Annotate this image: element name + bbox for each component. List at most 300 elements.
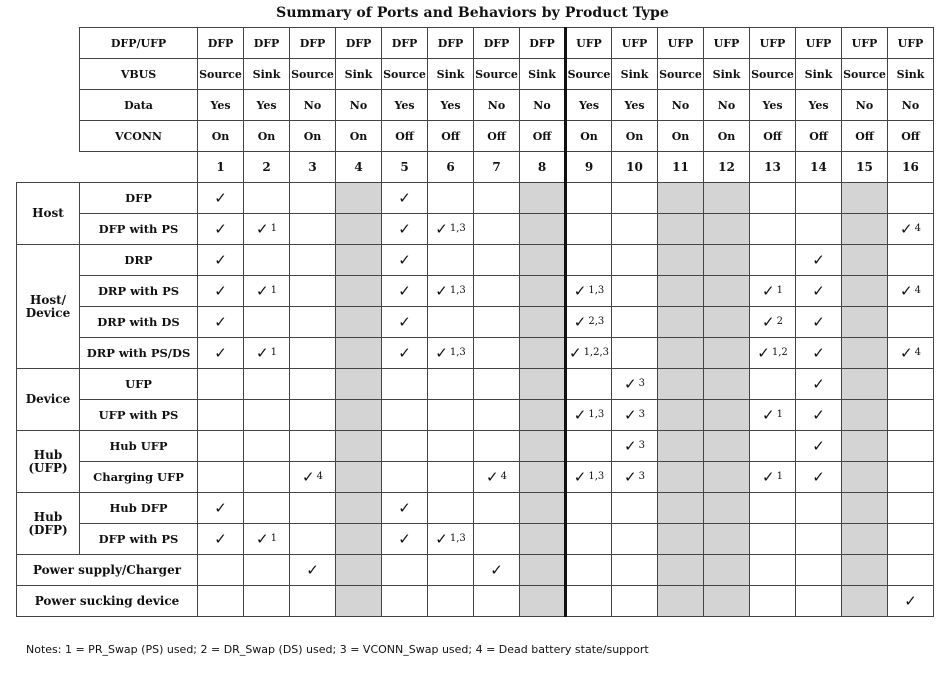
- footnote-ref: 1: [270, 533, 277, 544]
- table-cell: [566, 307, 612, 338]
- check-mark-icon: ✓: [812, 281, 825, 300]
- header-value: DFP: [382, 28, 428, 59]
- footnote-ref: 4: [914, 223, 921, 234]
- table-cell: [612, 462, 658, 493]
- table-cell: [198, 307, 244, 338]
- table-cell: [520, 307, 566, 338]
- table-cell: [290, 462, 336, 493]
- table-cell: [336, 400, 382, 431]
- footnote-ref: 3: [638, 378, 645, 389]
- table-cell: [428, 431, 474, 462]
- table-cell: [474, 183, 520, 214]
- table-cell: [612, 431, 658, 462]
- table-cell: [520, 245, 566, 276]
- table-cell: [750, 276, 796, 307]
- row-label: UFP with PS: [80, 400, 198, 431]
- row-label: DRP: [80, 245, 198, 276]
- table-cell: [336, 555, 382, 586]
- table-cell: [888, 276, 934, 307]
- table-cell: [520, 400, 566, 431]
- check-mark-icon: ✓: [573, 313, 587, 331]
- table-cell: [428, 214, 474, 245]
- table-cell: [520, 183, 566, 214]
- check-mark-icon: ✓: [812, 405, 825, 424]
- table-cell: [704, 493, 750, 524]
- table-cell: [704, 338, 750, 369]
- table-cell: [474, 586, 520, 617]
- table-cell: [336, 183, 382, 214]
- check-mark-icon: ✓: [256, 530, 269, 548]
- table-cell: [520, 276, 566, 307]
- table-cell: [842, 369, 888, 400]
- check-mark-icon: ✓: [302, 468, 315, 486]
- check-mark-icon: ✓: [398, 250, 411, 269]
- table-cell: [244, 524, 290, 555]
- check-mark-icon: ✓: [812, 467, 825, 486]
- table-cell: [796, 307, 842, 338]
- table-cell: [474, 524, 520, 555]
- table-cell: [474, 431, 520, 462]
- table-cell: [566, 555, 612, 586]
- check-mark-icon: ✓: [435, 344, 448, 362]
- check-mark-icon: ✓: [398, 498, 411, 517]
- table-cell: [244, 245, 290, 276]
- table-cell: [474, 555, 520, 586]
- header-value: DFP: [428, 28, 474, 59]
- column-number: 12: [704, 152, 750, 183]
- header-value: UFP: [842, 28, 888, 59]
- table-cell: [198, 338, 244, 369]
- row-category: Device: [17, 369, 80, 431]
- footnote-ref: 1: [270, 285, 277, 296]
- header-label: VCONN: [80, 121, 198, 152]
- table-cell: [382, 183, 428, 214]
- table-cell: [428, 307, 474, 338]
- table-cell: [198, 586, 244, 617]
- table-cell: [244, 214, 290, 245]
- header-value: On: [336, 121, 382, 152]
- check-mark-icon: ✓: [904, 591, 917, 610]
- table-cell: [336, 586, 382, 617]
- table-cell: [520, 586, 566, 617]
- table-cell: [704, 462, 750, 493]
- table-row: [17, 276, 934, 307]
- table-row: [17, 524, 934, 555]
- table-cell: [336, 369, 382, 400]
- table-cell: [244, 462, 290, 493]
- table-cell: [704, 369, 750, 400]
- table-cell: [658, 245, 704, 276]
- check-mark-icon: ✓: [762, 468, 775, 486]
- table-cell: [704, 214, 750, 245]
- table-cell: [290, 586, 336, 617]
- row-label: Hub DFP: [80, 493, 198, 524]
- check-mark-icon: ✓: [490, 560, 503, 579]
- table-cell: [244, 307, 290, 338]
- table-cell: [382, 276, 428, 307]
- table-cell: [566, 524, 612, 555]
- table-row: [17, 431, 934, 462]
- blank-cell: [17, 90, 80, 121]
- column-number: 5: [382, 152, 428, 183]
- table-row: [17, 183, 934, 214]
- check-mark-icon: ✓: [812, 250, 825, 269]
- table-cell: [612, 183, 658, 214]
- table-cell: [658, 555, 704, 586]
- table-cell: [474, 400, 520, 431]
- check-mark-icon: ✓: [214, 498, 227, 517]
- blank-cell: [80, 152, 198, 183]
- row-category: Host/ Device: [17, 245, 80, 369]
- table-cell: [244, 555, 290, 586]
- header-value: Off: [888, 121, 934, 152]
- footnote-ref: 4: [500, 471, 507, 482]
- header-value: Off: [796, 121, 842, 152]
- header-value: Off: [474, 121, 520, 152]
- table-cell: [382, 462, 428, 493]
- table-cell: [198, 369, 244, 400]
- table-cell: [658, 462, 704, 493]
- header-value: UFP: [888, 28, 934, 59]
- table-cell: [612, 245, 658, 276]
- table-cell: [658, 214, 704, 245]
- header-value: UFP: [704, 28, 750, 59]
- check-mark-icon: ✓: [624, 375, 637, 393]
- table-cell: [520, 493, 566, 524]
- table-cell: [428, 276, 474, 307]
- header-value: No: [658, 90, 704, 121]
- table-cell: [566, 183, 612, 214]
- table-cell: [474, 276, 520, 307]
- check-mark-icon: ✓: [900, 282, 913, 300]
- table-cell: [336, 214, 382, 245]
- column-number: 7: [474, 152, 520, 183]
- table-cell: [566, 586, 612, 617]
- table-row: [17, 338, 934, 369]
- header-value: Yes: [566, 90, 612, 121]
- table-cell: [796, 245, 842, 276]
- footnote-ref: 1,3: [588, 471, 605, 482]
- header-value: DFP: [198, 28, 244, 59]
- table-cell: [198, 493, 244, 524]
- footnote-ref: 1,2: [771, 347, 788, 358]
- footnote-ref: 1,3: [449, 533, 466, 544]
- table-cell: [474, 369, 520, 400]
- footnote-ref: 2: [776, 316, 783, 327]
- check-mark-icon: ✓: [398, 343, 411, 362]
- table-cell: [290, 400, 336, 431]
- column-number: 10: [612, 152, 658, 183]
- table-cell: [566, 276, 612, 307]
- table-cell: [888, 431, 934, 462]
- check-mark-icon: ✓: [435, 220, 448, 238]
- column-number: 9: [566, 152, 612, 183]
- table-cell: [428, 400, 474, 431]
- table-cell: [842, 400, 888, 431]
- table-cell: [750, 555, 796, 586]
- check-mark-icon: ✓: [573, 468, 587, 486]
- row-label: DFP with PS: [80, 524, 198, 555]
- table-cell: [796, 183, 842, 214]
- table-cell: [658, 276, 704, 307]
- table-cell: [750, 245, 796, 276]
- table-cell: [612, 307, 658, 338]
- table-cell: [750, 400, 796, 431]
- header-value: No: [704, 90, 750, 121]
- table-cell: [750, 338, 796, 369]
- footnote-ref: 2,3: [588, 316, 605, 327]
- summary-table: [16, 27, 934, 617]
- table-cell: [842, 214, 888, 245]
- row-category: Hub (DFP): [17, 493, 80, 555]
- table-cell: [566, 214, 612, 245]
- table-row: [17, 245, 934, 276]
- table-cell: [290, 338, 336, 369]
- header-value: On: [198, 121, 244, 152]
- table-cell: [658, 524, 704, 555]
- table-cell: [796, 214, 842, 245]
- table-cell: [658, 338, 704, 369]
- table-cell: [612, 493, 658, 524]
- header-label: DFP/UFP: [80, 28, 198, 59]
- blank-cell: [17, 59, 80, 90]
- table-cell: [888, 524, 934, 555]
- header-value: UFP: [796, 28, 842, 59]
- check-mark-icon: ✓: [624, 437, 637, 455]
- table-cell: [520, 214, 566, 245]
- table-cell: [474, 245, 520, 276]
- check-mark-icon: ✓: [214, 250, 227, 269]
- table-cell: [198, 183, 244, 214]
- footnote-ref: 1,3: [588, 409, 605, 420]
- footnote-ref: 1,3: [588, 285, 605, 296]
- column-number: 14: [796, 152, 842, 183]
- header-label: VBUS: [80, 59, 198, 90]
- table-cell: [612, 400, 658, 431]
- table-row: [17, 214, 934, 245]
- table-cell: [520, 524, 566, 555]
- table-cell: [658, 586, 704, 617]
- table-cell: [336, 245, 382, 276]
- check-mark-icon: ✓: [214, 219, 227, 238]
- header-value: Sink: [704, 59, 750, 90]
- header-value: On: [244, 121, 290, 152]
- table-cell: [336, 338, 382, 369]
- header-value: No: [842, 90, 888, 121]
- column-number: 2: [244, 152, 290, 183]
- table-row: [17, 493, 934, 524]
- table-cell: [612, 369, 658, 400]
- header-value: Sink: [796, 59, 842, 90]
- row-category: Power supply/Charger: [17, 555, 198, 586]
- header-value: Sink: [428, 59, 474, 90]
- blank-cell: [17, 121, 80, 152]
- table-cell: [750, 307, 796, 338]
- table-cell: [520, 369, 566, 400]
- header-value: Source: [290, 59, 336, 90]
- table-row: [17, 462, 934, 493]
- table-cell: [796, 524, 842, 555]
- row-category: Power sucking device: [17, 586, 198, 617]
- column-number: 8: [520, 152, 566, 183]
- table-cell: [842, 524, 888, 555]
- table-cell: [796, 369, 842, 400]
- table-cell: [842, 555, 888, 586]
- table-cell: [290, 431, 336, 462]
- footnote-ref: 4: [316, 471, 323, 482]
- table-cell: [704, 586, 750, 617]
- table-cell: [474, 307, 520, 338]
- table-cell: [244, 493, 290, 524]
- table-cell: [888, 586, 934, 617]
- header-value: Sink: [888, 59, 934, 90]
- header-value: DFP: [336, 28, 382, 59]
- table-cell: [888, 245, 934, 276]
- header-value: Off: [750, 121, 796, 152]
- check-mark-icon: ✓: [398, 281, 411, 300]
- table-cell: [658, 431, 704, 462]
- table-cell: [566, 400, 612, 431]
- table-row: [17, 586, 934, 617]
- table-cell: [428, 555, 474, 586]
- row-label: DRP with PS/DS: [80, 338, 198, 369]
- header-value: DFP: [474, 28, 520, 59]
- table-cell: [888, 214, 934, 245]
- footnote-ref: 1,2,3: [583, 347, 610, 358]
- check-mark-icon: ✓: [256, 344, 269, 362]
- table-cell: [704, 307, 750, 338]
- table-cell: [658, 307, 704, 338]
- table-cell: [382, 245, 428, 276]
- header-value: On: [658, 121, 704, 152]
- table-cell: [612, 586, 658, 617]
- header-value: Sink: [520, 59, 566, 90]
- header-value: Off: [842, 121, 888, 152]
- header-value: UFP: [566, 28, 612, 59]
- table-cell: [244, 586, 290, 617]
- table-cell: [704, 524, 750, 555]
- table-cell: [382, 307, 428, 338]
- table-cell: [888, 462, 934, 493]
- header-value: Yes: [612, 90, 658, 121]
- table-cell: [428, 462, 474, 493]
- table-cell: [796, 338, 842, 369]
- table-cell: [842, 493, 888, 524]
- row-label: DFP: [80, 183, 198, 214]
- footnote-ref: 4: [914, 285, 921, 296]
- table-cell: [796, 276, 842, 307]
- check-mark-icon: ✓: [757, 344, 770, 362]
- table-cell: [520, 555, 566, 586]
- header-row: [17, 28, 934, 59]
- table-cell: [382, 400, 428, 431]
- header-value: Yes: [428, 90, 474, 121]
- header-value: No: [888, 90, 934, 121]
- header-value: Yes: [750, 90, 796, 121]
- header-value: Off: [520, 121, 566, 152]
- table-cell: [474, 214, 520, 245]
- table-cell: [888, 493, 934, 524]
- table-cell: [796, 400, 842, 431]
- check-mark-icon: ✓: [435, 282, 448, 300]
- table-cell: [612, 276, 658, 307]
- header-value: Yes: [244, 90, 290, 121]
- table-cell: [290, 524, 336, 555]
- table-cell: [566, 493, 612, 524]
- check-mark-icon: ✓: [762, 406, 775, 424]
- check-mark-icon: ✓: [900, 220, 913, 238]
- table-cell: [336, 276, 382, 307]
- footnote-ref: 1: [776, 409, 783, 420]
- table-cell: [612, 338, 658, 369]
- table-cell: [474, 493, 520, 524]
- column-number: 4: [336, 152, 382, 183]
- table-cell: [566, 462, 612, 493]
- table-cell: [566, 369, 612, 400]
- header-value: Source: [750, 59, 796, 90]
- table-cell: [290, 276, 336, 307]
- table-cell: [658, 400, 704, 431]
- check-mark-icon: ✓: [762, 282, 775, 300]
- table-cell: [290, 183, 336, 214]
- check-mark-icon: ✓: [486, 468, 499, 486]
- header-value: On: [566, 121, 612, 152]
- table-cell: [198, 555, 244, 586]
- table-cell: [888, 400, 934, 431]
- footnote-ref: 1,3: [449, 347, 466, 358]
- column-number: 13: [750, 152, 796, 183]
- table-cell: [382, 369, 428, 400]
- table-cell: [704, 276, 750, 307]
- column-number: 6: [428, 152, 474, 183]
- check-mark-icon: ✓: [762, 313, 775, 331]
- table-cell: [428, 245, 474, 276]
- row-label: Charging UFP: [80, 462, 198, 493]
- check-mark-icon: ✓: [398, 312, 411, 331]
- table-title: Summary of Ports and Behaviors by Product Type: [276, 5, 669, 21]
- footnote-ref: 4: [914, 347, 921, 358]
- header-row: [17, 59, 934, 90]
- table-cell: [244, 338, 290, 369]
- table-cell: [704, 555, 750, 586]
- table-notes: Notes: 1 = PR_Swap (PS) used; 2 = DR_Swap (DS) used; 3 = VCONN_Swap used; 4 = Dead battery state/support: [26, 643, 649, 656]
- row-label: DRP with DS: [80, 307, 198, 338]
- header-value: UFP: [658, 28, 704, 59]
- check-mark-icon: ✓: [435, 530, 448, 548]
- table-cell: [888, 307, 934, 338]
- table-cell: [198, 245, 244, 276]
- table-cell: [198, 214, 244, 245]
- table-cell: [658, 369, 704, 400]
- table-row: [17, 307, 934, 338]
- row-label: UFP: [80, 369, 198, 400]
- check-mark-icon: ✓: [398, 219, 411, 238]
- table-cell: [290, 369, 336, 400]
- table-cell: [382, 493, 428, 524]
- check-mark-icon: ✓: [256, 220, 269, 238]
- table-cell: [244, 276, 290, 307]
- footnote-ref: 1,3: [449, 285, 466, 296]
- check-mark-icon: ✓: [624, 468, 637, 486]
- table-cell: [566, 245, 612, 276]
- table-cell: [520, 462, 566, 493]
- table-cell: [244, 183, 290, 214]
- header-label: Data: [80, 90, 198, 121]
- check-mark-icon: ✓: [214, 312, 227, 331]
- blank-cell: [17, 28, 80, 59]
- table-cell: [750, 586, 796, 617]
- header-value: Source: [198, 59, 244, 90]
